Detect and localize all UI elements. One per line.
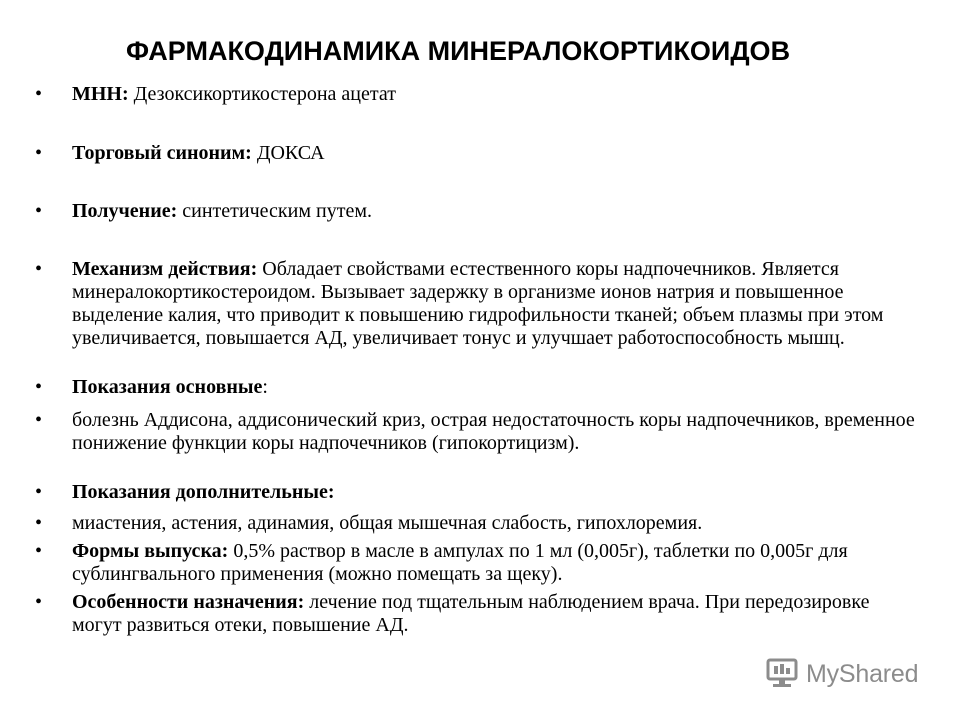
bullet-text: 0,5% раствор в масле в ампулах по 1 мл (0,005г), таблетки по 0,005г для сублингвального применения (можно помещать за щеку). <box>72 540 848 585</box>
bullet-dot: • <box>35 200 43 222</box>
bullet-text: ДОКСА <box>251 142 325 164</box>
bullet-item-main-indications-list <box>35 409 922 455</box>
bullet-item-extra-indications-list <box>35 512 922 535</box>
bullet-item-extra-indications <box>35 481 922 504</box>
bullet-label: Показания основные <box>72 376 263 398</box>
bullet-text: синтетическим путем. <box>177 200 372 222</box>
bullet-label: Механизм действия: <box>72 258 258 280</box>
bullet-dot: • <box>35 591 43 613</box>
bullet-label: Формы выпуска: <box>72 540 229 562</box>
bullet-dot: • <box>35 376 43 398</box>
slide-title: ФАРМАКОДИНАМИКА МИНЕРАЛОКОРТИКОИДОВ <box>125 36 791 66</box>
bullet-label: Особенности назначения: <box>72 591 305 613</box>
bullet-text: болезнь Аддисона, аддисонический криз, острая недостаточность коры надпочечников, временное понижение функции коры надпочечников (гипокортицизм). <box>72 409 915 454</box>
watermark <box>766 656 918 692</box>
bullet-dot: • <box>35 540 43 562</box>
watermark-text: MyShared <box>806 659 919 688</box>
bullet-dot: • <box>35 142 43 164</box>
bullet-dot: • <box>35 481 43 503</box>
bullet-dot: • <box>35 409 43 431</box>
bullet-text: миастения, астения, адинамия, общая мышечная слабость, гипохлоремия. <box>72 512 703 534</box>
bullet-dot: • <box>35 512 43 534</box>
bullet-item-production <box>35 200 922 223</box>
bullet-label: Получение: <box>72 200 178 222</box>
bullet-text: Обладает свойствами естественного коры надпочечников. Является минералокортикостероидом. Вызывает задержку в организме ионов натрия и повышенное выделение калия, что приводит к повышению гидрофильности тканей; объем плазмы при этом увеличивается, повышается АД, увеличивает тонус и улучшает работоспособность мышц. <box>72 258 884 349</box>
bullet-item-administration <box>35 591 922 637</box>
bullet-item-trade-name <box>35 142 922 165</box>
bullet-dot: • <box>35 83 43 105</box>
bullet-item-inn <box>35 83 922 106</box>
bullet-item-mechanism <box>35 258 922 350</box>
bullet-text: лечение под тщательным наблюдением врача. При передозировке могут развиться отеки, повышение АД. <box>72 591 870 636</box>
bullet-label: МНН: <box>72 83 129 105</box>
bullet-item-release-forms <box>35 540 922 586</box>
bullet-text: : <box>262 376 268 398</box>
bullet-item-main-indications <box>35 376 922 399</box>
bullet-label: Торговый синоним: <box>72 142 252 164</box>
bullet-text: Дезоксикортикостерона ацетат <box>128 83 396 105</box>
myshared-logo-icon <box>766 657 800 691</box>
bullet-dot: • <box>35 258 43 280</box>
bullet-label: Показания дополнительные: <box>72 481 335 503</box>
